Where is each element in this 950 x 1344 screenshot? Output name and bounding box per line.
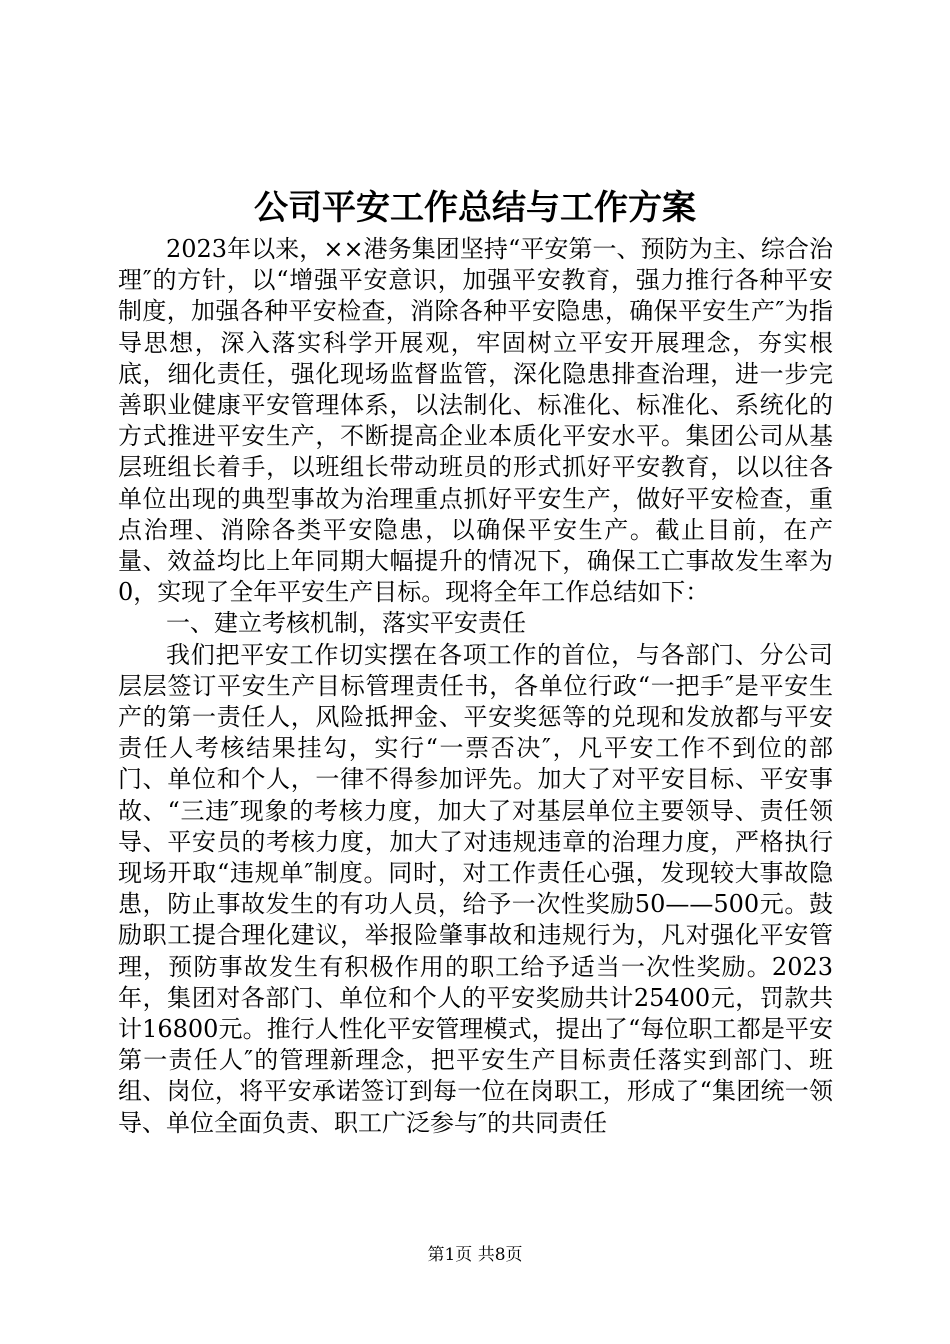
document-title: 公司平安工作总结与工作方案 [254,188,696,228]
paragraph-intro: 2023年以来，××港务集团坚持“平安第一、预防为主、综合治理″的方针，以“增强平安意识，加强平安教育，强力推行各种平安制度，加强各种平安检查，消除各种平安隐患，确保平安生产″为指导思想，深入落实科学开展观，牢固树立平安开展理念，夯实根底，细化责任，强化现场监督监管，深化隐患排查治理，进一步完善职业健康平安管理体系，以法制化、标准化、标准化、系统化的方式推进平安生产，不断提高企业本质化平安水平。集团公司从基层班组长着手，以班组长带动班员的形式抓好平安教育，以以往各单位出现的典型事故为治理重点抓好平安生产，做好平安检查，重点治理、消除各类平安隐患，以确保平安生产。截止目前，在产量、效益均比上年同期大幅提升的情况下，确保工亡事故发生率为0，实现了全年平安生产目标。现将全年工作总结如下： [118,235,833,607]
page-number: 第1页 共8页 [427,1245,523,1265]
document-body [118,234,833,1139]
section-heading-1: 一、建立考核机制，落实平安责任 [166,609,526,638]
paragraph-section-1: 我们把平安工作切实摆在各项工作的首位，与各部门、分公司层层签订平安生产目标管理责任书，各单位行政“一把手″是平安生产的第一责任人，风险抵押金、平安奖惩等的兑现和发放都与平安责任人考核结果挂勾，实行“一票否决″，凡平安工作不到位的部门、单位和个人，一律不得参加评先。加大了对平安目标、平安事故、“三违″现象的考核力度，加大了对基层单位主要领导、责任领导、平安员的考核力度，加大了对违规违章的治理力度，严格执行现场开取“违规单″制度。同时，对工作责任心强，发现较大事故隐患，防止事故发生的有功人员，给予一次性奖励50——500元。鼓励职工提合理化建议，举报险肇事故和违规行为，凡对强化平安管理，预防事故发生有积极作用的职工给予适当一次性奖励。2023年，集团对各部门、单位和个人的平安奖励共计25400元，罚款共计16800元。推行人性化平安管理模式，提出了“每位职工都是平安第一责任人″的管理新理念，把平安生产目标责任落实到部门、班组、岗位，将平安承诺签订到每一位在岗职工，形成了“集团统一领导、单位全面负责、职工广泛参与″的共同责任 [118,640,833,1137]
